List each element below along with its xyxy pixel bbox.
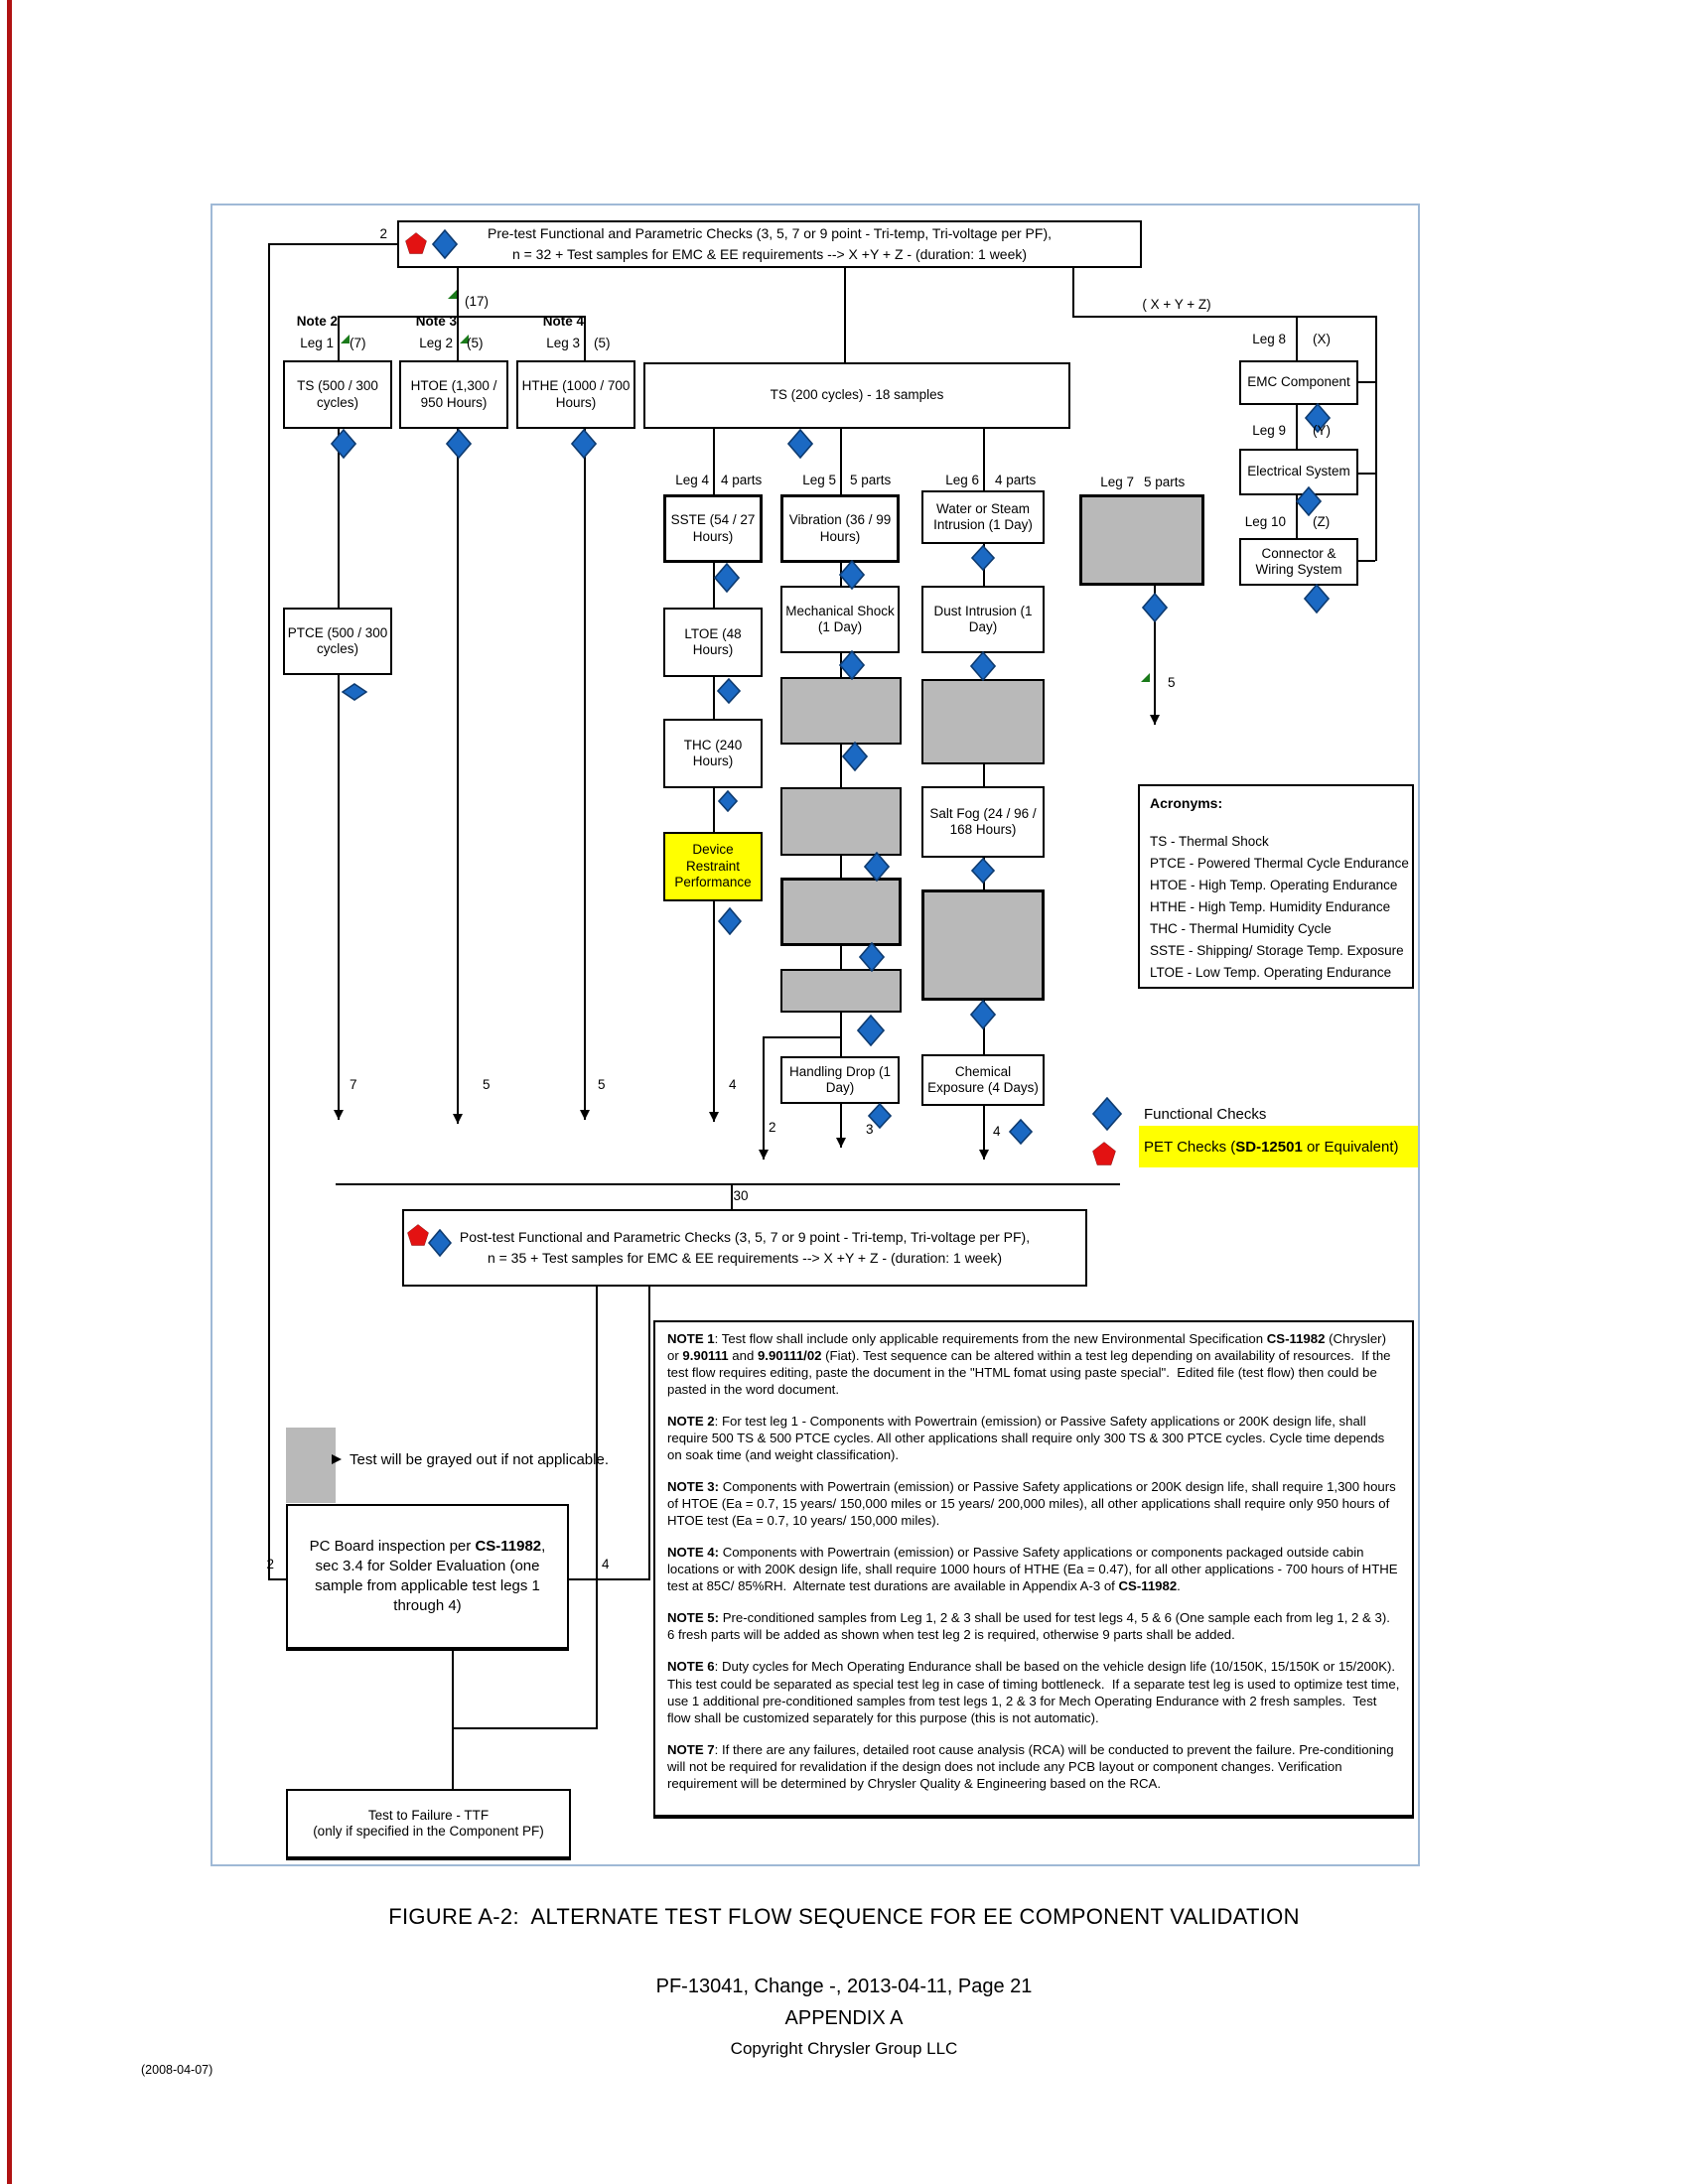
arrowhead-right-icon: [332, 1454, 342, 1464]
sste-box: [663, 494, 763, 563]
note3-tag: Note 3: [415, 314, 457, 329]
connector-line: [1072, 316, 1377, 318]
connector-wiring-box: [1239, 538, 1358, 586]
page-edge-strip: [7, 0, 12, 2184]
functional-check-icon: [842, 742, 868, 771]
arrowhead-down-icon: [1150, 715, 1160, 725]
ts200-box: [643, 362, 1070, 429]
leg7-label: Leg 7: [1100, 475, 1134, 489]
functional-check-icon: [432, 229, 458, 259]
pretest-line2: n = 32 + Test samples for EMC & EE requirements --> X +Y + Z - (duration: 1 week): [511, 246, 1028, 262]
grayed-test-box: [921, 889, 1045, 1001]
leg6-label: Leg 6: [945, 473, 979, 487]
arrowhead-down-icon: [709, 1112, 719, 1122]
handling-drop-box: [780, 1056, 900, 1104]
arrowhead-down-icon: [979, 1150, 989, 1160]
footer-copyright-line: Copyright Chrysler Group LLC: [730, 2039, 958, 2058]
pet-check-icon: [405, 232, 427, 254]
emc-component-box: [1239, 360, 1358, 405]
connector-line: [338, 316, 340, 360]
vibration-box: [780, 494, 900, 563]
list-item: SSTE - Shipping/ Storage Temp. Exposure: [1150, 943, 1404, 958]
leg2-count-label: (5): [467, 336, 484, 350]
ttf-box: [286, 1789, 571, 1860]
functional-check-icon: [446, 429, 472, 459]
list-item: LTOE - Low Temp. Operating Endurance: [1150, 965, 1392, 980]
connector-line: [844, 268, 846, 362]
leg5-bypass-count: 2: [769, 1120, 776, 1135]
notes-box: [653, 1320, 1414, 1819]
dust-intrusion-label: Dust Intrusion (1 Day): [933, 603, 1033, 634]
connector-line: [268, 243, 397, 245]
functional-check-icon: [857, 1015, 885, 1046]
xyz-label: ( X + Y + Z): [1142, 297, 1211, 312]
grayed-test-box: [780, 878, 902, 946]
device-restraint-box: [663, 832, 763, 901]
note-6: NOTE 6: Duty cycles for Mech Operating Endurance shall be based on the vehicle design life (10/150K, 15/150K or 15/200K). This test could be separated as special test leg in case of timing bottleneck. If a separate test leg is used to optimize test time, use 1 additional pre-conditioned samples from test legs 1, 2 & 3 for Mech Operating Endurance with 2 fresh samples. Test flow shall be customized separately for this purpose (this is not automatic).: [667, 1659, 1404, 1725]
pretest-count-label: 2: [379, 226, 387, 241]
ts200-label: TS (200 cycles) - 18 samples: [770, 387, 944, 403]
posttest-line1: Post-test Functional and Parametric Checks (3, 5, 7 or 9 point - Tri-temp, Tri-voltage per PF),: [459, 1229, 1031, 1245]
functional-check-icon: [1296, 486, 1322, 516]
connector-line: [268, 243, 270, 1580]
legend-pet-check-icon: [1092, 1142, 1116, 1165]
leg10-label: Leg 10: [1244, 514, 1286, 529]
water-steam-label: Water or Steam Intrusion (1 Day): [933, 500, 1033, 532]
footer-appendix-line: APPENDIX A: [784, 2007, 904, 2029]
ptce-box: [283, 608, 392, 675]
connector-line: [1072, 268, 1074, 316]
connector-line: [452, 1651, 454, 1789]
ltoe-box: [663, 608, 763, 677]
bypass-line: [763, 1036, 842, 1038]
connector-line: [1358, 473, 1375, 475]
acronyms-title: Acronyms:: [1150, 795, 1223, 811]
leg3-hthe-label: HTHE (1000 / 700 Hours): [521, 378, 631, 410]
functional-check-icon: [714, 563, 740, 593]
leg9-count-label: (Y): [1313, 423, 1331, 438]
arrowhead-down-icon: [759, 1150, 769, 1160]
gray-note-label: Test will be grayed out if not applicable.: [350, 1451, 609, 1468]
dust-intrusion-box: [921, 586, 1045, 653]
device-restraint-label: Device Restraint Performance: [674, 842, 752, 890]
pretest-box: [397, 220, 1142, 268]
note-7: NOTE 7: If there are any failures, detailed root cause analysis (RCA) will be conducted to prevent the failure. Pre-conditioning will not be required for revalidation if the design does not include any PCB layout or component changes. Verification requirement will be determined by Chrysler Quality & Engineering based on the RCA.: [667, 1741, 1398, 1791]
leg1-exit-count: 7: [350, 1077, 357, 1092]
leg7-grayed-box: [1079, 494, 1204, 586]
functional-check-icon: [342, 683, 367, 701]
functional-check-icon: [717, 678, 741, 704]
pcboard-label: PC Board inspection per CS-11982, sec 3.4 for Solder Evaluation (one sample from applicable test legs 1 through 4): [309, 1537, 546, 1615]
thc-box: [663, 719, 763, 788]
arrowhead-down-icon: [836, 1138, 846, 1148]
note-1: NOTE 1: Test flow shall include only applicable requirements from the new Environmental Specification CS-11982 (Chrysler) or 9.90111 and 9.90111/02 (Fiat). Test sequence can be altered within a test leg depending on availability of resources. If the test flow requires editing, paste the document in the "HTML fomat using paste special". Edited file (test flow) then could be pasted in the word document.: [667, 1331, 1395, 1398]
ptce-label: PTCE (500 / 300 cycles): [287, 624, 388, 656]
list-item: TS - Thermal Shock: [1150, 834, 1269, 849]
salt-fog-label: Salt Fog (24 / 96 / 168 Hours): [929, 805, 1037, 837]
salt-fog-box: [921, 786, 1045, 858]
functional-check-icon: [718, 907, 742, 935]
connector-line: [596, 1287, 598, 1729]
connector-line: [648, 1287, 650, 1580]
note2-tag: Note 2: [296, 314, 338, 329]
leg4-exit-count: 4: [729, 1077, 737, 1092]
connector-line: [268, 1578, 288, 1580]
vibration-label: Vibration (36 / 99 Hours): [788, 512, 892, 544]
electrical-system-label: Electrical System: [1247, 464, 1350, 479]
leg5-exit-count: 3: [866, 1122, 874, 1137]
functional-check-icon: [839, 650, 865, 680]
chemical-exposure-box: [921, 1054, 1045, 1106]
leg10-count-label: (Z): [1313, 514, 1331, 529]
grayed-test-box: [780, 969, 902, 1013]
footer-date: (2008-04-07): [141, 2063, 213, 2077]
footer-doc-line: PF-13041, Change -, 2013-04-11, Page 21: [655, 1976, 1033, 1997]
connector-line: [1358, 381, 1375, 383]
leg7-count-label: 5 parts: [1144, 475, 1186, 489]
grayed-test-box: [780, 787, 902, 856]
functional-check-icon: [970, 651, 996, 681]
bypass-line: [763, 1036, 765, 1160]
chemical-exposure-label: Chemical Exposure (4 Days): [927, 1063, 1039, 1095]
acronyms-box: [1138, 784, 1414, 989]
leg4-count-label: 4 parts: [721, 473, 763, 487]
water-steam-box: [921, 490, 1045, 544]
leg1-column-line: [338, 429, 340, 1120]
connector-line: [1296, 405, 1298, 449]
leg1-label: Leg 1: [300, 336, 334, 350]
functional-check-icon: [1009, 1119, 1033, 1145]
acronyms-list: [1150, 831, 1409, 984]
leg6-exit-count: 4: [993, 1124, 1001, 1139]
connector-line: [457, 268, 459, 316]
list-item: HTHE - High Temp. Humidity Endurance: [1150, 899, 1391, 914]
ltoe-label: LTOE (48 Hours): [684, 625, 742, 657]
junction-line: [336, 1183, 1120, 1185]
functional-check-icon: [971, 858, 995, 884]
mech-shock-box: [780, 586, 900, 653]
leg1-count-label: (7): [350, 336, 366, 350]
sste-label: SSTE (54 / 27 Hours): [670, 512, 756, 544]
thc-label: THC (240 Hours): [683, 737, 743, 768]
pcboard-left-count: 2: [266, 1557, 274, 1571]
junction-count-label: 30: [733, 1188, 749, 1203]
functional-check-icon: [331, 429, 356, 459]
figure-caption: FIGURE A-2: ALTERNATE TEST FLOW SEQUENCE FOR EE COMPONENT VALIDATION: [388, 1904, 1300, 1929]
functional-check-icon: [839, 560, 865, 590]
list-item: PTCE - Powered Thermal Cycle Endurance: [1150, 856, 1409, 871]
leg3-exit-count: 5: [598, 1077, 606, 1092]
functional-check-icon: [428, 1229, 452, 1257]
leg3-column-line: [584, 429, 586, 1120]
ttf-line2: (only if specified in the Component PF): [313, 1824, 544, 1839]
connector-line: [1358, 560, 1375, 562]
connector-line: [1296, 316, 1298, 360]
grayed-test-box: [780, 677, 902, 745]
leg6-count-label: 4 parts: [995, 473, 1037, 487]
functional-check-icon: [971, 545, 995, 571]
pcboard-box: [286, 1504, 569, 1651]
leg2-label: Leg 2: [419, 336, 453, 350]
leg8-label: Leg 8: [1252, 332, 1286, 346]
legend-pet-highlight: [1139, 1126, 1418, 1167]
leg8-count-label: (X): [1313, 332, 1331, 346]
leg2-column-line: [457, 429, 459, 1124]
list-item: HTOE - High Temp. Operating Endurance: [1150, 878, 1398, 892]
leg7-exit-count: 5: [1168, 675, 1176, 690]
connector-wiring-label: Connector & Wiring System: [1255, 545, 1342, 577]
pretest-line1: Pre-test Functional and Parametric Checks (3, 5, 7 or 9 point - Tri-temp, Tri-voltage per PF),: [488, 225, 1052, 241]
leg2-htoe-label: HTOE (1,300 / 950 Hours): [410, 378, 497, 410]
functional-check-icon: [859, 942, 885, 972]
pcboard-right-count: 4: [602, 1557, 610, 1571]
leg1-ts-label: TS (500 / 300 cycles): [297, 378, 378, 410]
mech-shock-label: Mechanical Shock (1 Day): [785, 603, 895, 634]
leg9-label: Leg 9: [1252, 423, 1286, 438]
grayed-test-box: [921, 679, 1045, 764]
connector-line: [569, 1578, 650, 1580]
legend-functional-check-icon: [1092, 1097, 1122, 1131]
functional-check-icon: [571, 429, 597, 459]
arrowhead-down-icon: [453, 1114, 463, 1124]
note-3: NOTE 3: Components with Powertrain (emission) or Passive Safety applications or 200K design life, shall require 1,300 hours of HTOE (Ea = 0.7, 15 years/ 150,000 miles or 15 years/ 200,000 miles), all other applications shall require only 950 hours of HTOE test (Ea = 0.7, 10 years/ 150,000 miles).: [667, 1479, 1400, 1529]
leg3-count-label: (5): [594, 336, 611, 350]
ttf-line1: Test to Failure - TTF: [367, 1807, 490, 1823]
branch-17-label: (17): [465, 294, 490, 309]
functional-check-icon: [787, 429, 813, 459]
connector-line: [457, 316, 459, 360]
handling-drop-label: Handling Drop (1 Day): [788, 1063, 892, 1095]
arrowhead-down-icon: [334, 1110, 344, 1120]
functional-check-icon: [970, 1000, 996, 1029]
functional-check-icon: [864, 852, 890, 882]
functional-check-icon: [1304, 584, 1330, 614]
functional-check-icon: [1142, 593, 1168, 622]
legend-functional-label: Functional Checks: [1144, 1106, 1267, 1123]
note4-tag: Note 4: [542, 314, 584, 329]
note-2: NOTE 2: For test leg 1 - Components with Powertrain (emission) or Passive Safety applications or 200K design life, shall require 500 TS & 500 PTCE cycles. All other applications shall require only 300 TS & 300 PTCE cycles. Cycle time depends on soak time (and weight classification).: [667, 1414, 1388, 1463]
connector-line: [452, 1727, 598, 1729]
note-4: NOTE 4: Components with Powertrain (emission) or Passive Safety applications or components packaged outside cabin locations or with 200K design life, shall require 1000 hours of HTHE (Ea = 0.47), for all other applications - 700 hours of HTHE test at 85C/ 85%RH. Alternate test durations are available in Appendix A-3 of CS-11982.: [667, 1545, 1402, 1594]
posttest-box: [402, 1209, 1087, 1287]
leg5-count-label: 5 parts: [850, 473, 892, 487]
leg3-hthe-box: [516, 360, 635, 429]
functional-check-icon: [718, 790, 738, 812]
right-rail-line: [1375, 316, 1377, 561]
leg3-label: Leg 3: [546, 336, 580, 350]
leg5-label: Leg 5: [802, 473, 836, 487]
pet-check-icon: [407, 1224, 429, 1246]
note-5: NOTE 5: Pre-conditioned samples from Leg 1, 2 & 3 shall be used for test legs 4, 5 & 6 (One sample each from leg 1, 2 & 3). 6 fresh parts will be added as shown when test leg 2 is required, otherwise 9 parts shall be added.: [667, 1610, 1398, 1643]
gray-swatch: [286, 1428, 336, 1503]
leg4-label: Leg 4: [675, 473, 709, 487]
legend-pet-label: PET Checks (SD-12501 or Equivalent): [1144, 1138, 1399, 1156]
leg1-ts-box: [283, 360, 392, 429]
arrowhead-down-icon: [580, 1110, 590, 1120]
list-item: THC - Thermal Humidity Cycle: [1150, 921, 1332, 936]
connector-line: [584, 316, 586, 360]
posttest-line2: n = 35 + Test samples for EMC & EE requirements --> X +Y + Z - (duration: 1 week): [487, 1250, 1003, 1266]
leg2-htoe-box: [399, 360, 508, 429]
leg2-exit-count: 5: [483, 1077, 491, 1092]
emc-component-label: EMC Component: [1247, 374, 1350, 390]
